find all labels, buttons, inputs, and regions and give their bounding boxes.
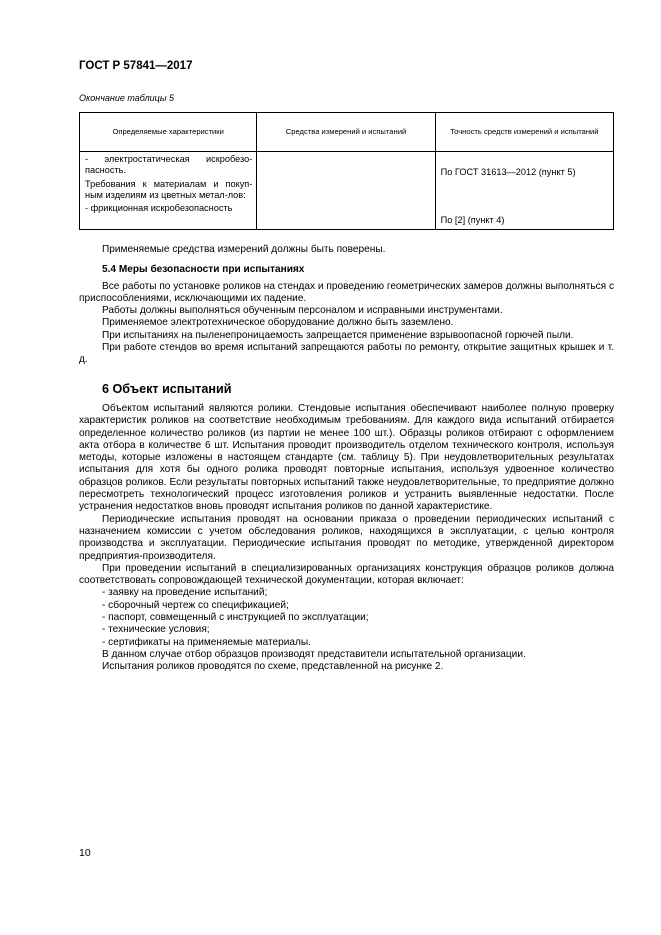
table-row [80,152,614,230]
list-item: - технические условия; [102,624,210,636]
table-caption: Окончание таблицы 5 [79,93,174,103]
paragraph: Периодические испытания проводят на основании приказа о проведении периодических испытаний с назначением комиссии с учетом обследования роликов, находящихся в эксплуатации, с целью контроля производства и эксплуатации. Периодические испытания проводят по методике, утвержденной директором предприятия-производителя. [79,513,614,562]
list-item: - сертификаты на применяемые материалы. [102,636,311,648]
list-item: - сборочный чертеж со спецификацией; [102,599,289,611]
table-5 [79,112,614,230]
column-header: Определяемые характеристики [80,113,257,152]
cell-text: - фрикционная искробезопасность [85,203,233,214]
table-header-row [80,113,614,152]
column-header: Средства измерений и испытаний [257,113,435,152]
section-heading-6: 6 Объект испытаний [102,381,232,396]
document-header: ГОСТ Р 57841—2017 [79,60,193,72]
column-header: Точность средств измерений и испытаний [435,113,613,152]
section-heading-5-4: 5.4 Меры безопасности при испытаниях [102,264,305,276]
paragraph: Все работы по установке роликов на стендах и проведению геометрических замеров должны выполняться с приспособлениями, исключающими их падение. [79,280,614,304]
paragraph: Применяемое электротехническое оборудование должно быть заземлено. [102,317,454,329]
document-body [79,244,614,674]
paragraph: При работе стендов во время испытаний запрещаются работы по ремонту, открытие защитных крышек и т. д. [79,342,614,366]
cell-text: - электростатическая искробезо-пасность. [85,154,253,175]
paragraph: Применяемые средства измерений должны быть поверены. [102,244,386,255]
table-cell [80,152,257,230]
cell-text: По [2] (пункт 4) [440,214,505,225]
cell-text: По ГОСТ 31613—2012 (пункт 5) [440,167,576,177]
paragraph: В данном случае отбор образцов производят представители испытательной организации. [102,648,526,660]
paragraph: Объектом испытаний являются ролики. Стендовые испытания обеспечивают наиболее полную проверку характеристик роликов на соответствие необходимым требованиям. Для каждого вида испытаний отбирается определенное количество роликов (из партии не менее 100 шт.). Образцы роликов отбирают с оформлением акта отбора в количестве 6 шт. Испытания проводит производитель отделом технического контроля, используя методы, которые изложены в настоящем стандарте (см. таблицу 5). При неудовлетворительных результатах испытания для хотя бы одного ролика проводят повторные испытания, используя удвоенное количество образцов роликов. Если результаты повторных испытаний также неудовлетворительные, то предприятие должно пересмотреть технологический процесс изготовления роликов и устранить выявленные недостатки. После устранения недостатков вновь проводят испытания роликов по данной характеристике. [79,402,614,513]
page-number: 10 [79,847,91,859]
paragraph: При проведении испытаний в специализированных организациях конструкция образцов роликов должна соответствовать сопровождающей технической документации, которая включает: [79,562,614,587]
table-cell [257,152,435,230]
table-cell [435,152,613,230]
paragraph: При испытаниях на пыленепроницаемость запрещается применение взрывоопасной горючей пыли. [102,329,574,341]
list-item: - паспорт, совмещенный с инструкцией по эксплуатации; [102,612,369,624]
list-item: - заявку на проведение испытаний; [102,587,268,599]
paragraph: Испытания роликов проводятся по схеме, представленной на рисунке 2. [102,661,444,673]
paragraph: Работы должны выполняться обученным персоналом и исправными инструментами. [102,305,503,317]
cell-text: Требования к материалам и покуп-ным изделиям из цветных метал-лов: [85,178,253,200]
